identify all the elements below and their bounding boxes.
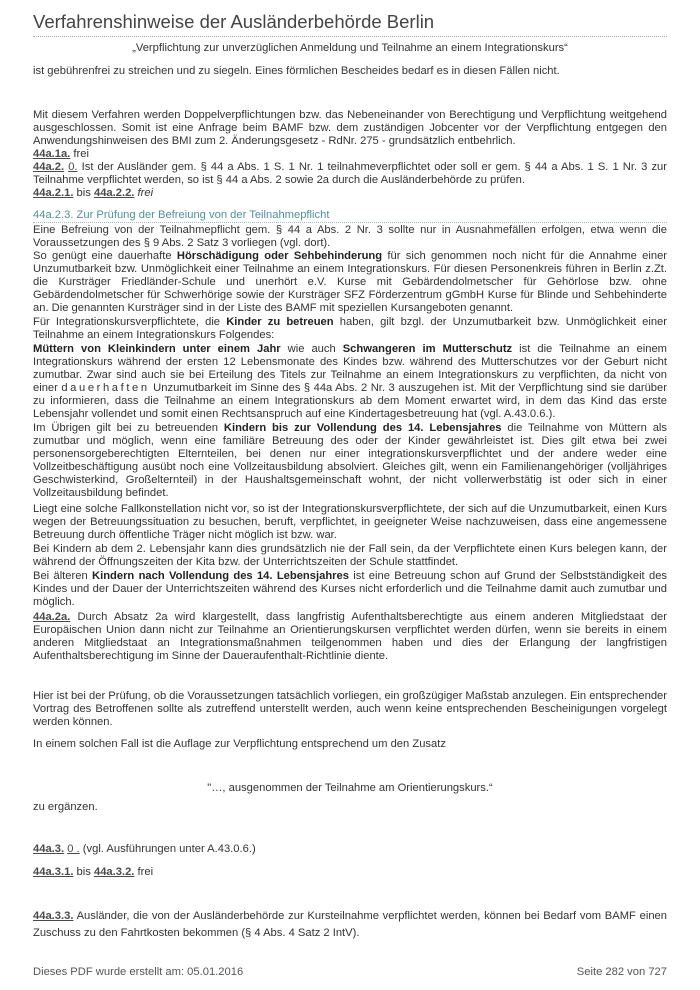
paragraph-kinder-14: Im Übrigen gilt bei zu betreuenden Kindern bis zur Vollendung des 14. Lebensjahres die Teilnahme von Müttern als zumutbar und möglich, wenn eine familiäre Betreuung des oder der Kinder gewährleistet ist. Dies gilt etwa bei zwei personensorgeberechtigten Elternteilen, bei denen nur einer integrationskursverpflichtet und der andere weder eine Vollzeitbeschäftigung ausübt noch eine Vollzeitausbildung absolviert. Gleiches gilt, wenn ein Familienangehöriger (volljähriges Geschwisterkind, Großelternteil) in der Haushaltsgemeinschaft wohnt, der nicht vollerwerbstätig ist oder sich in einer Vollzeitausbildung befindet. [33,422,668,500]
section-44a-2: 44a.2. 0. Ist der Ausländer gem. § 44 a Abs. 1 S. 1 Nr. 1 teilnahmeverpflichtet oder soll er gem. § 44 a Abs. 1 S. 1 Nr. 3 zur Teilnahme verpflichtet werden, so ist § 44 a Abs. 2 sowie 2a durch die Ausländerbehörde zu prüfen. [33,161,667,187]
section-44a-3-3: 44a.3.3. Ausländer, die von der Ausländerbehörde zur Kursteilnahme verpflichtet werden, können bei Bedarf vom BAMF einen Zuschuss zu den Fahrtkosten bekommen (§ 4 Abs. 4 Satz 2 IntV). [33,910,667,939]
section-44a-3-1: 44a.3.1. bis 44a.3.2. frei [33,866,154,878]
section-ref[interactable]: 44a.3. [33,843,65,855]
section-44a-2-1: 44a.2.1. bis 44a.2.2. frei [33,187,154,199]
section-ref[interactable]: 44a.2.1. [33,187,74,199]
paragraph-kinder-nach-14: Bei älteren Kindern nach Vollendung des 14. Lebensjahres ist eine Betreuung schon auf Grund der Selbstständigkeit des Kindes und der Dauer der Unterrichtszeiten während des Kurses nicht erforderlich und die Teilnahme damit auch zumutbar und möglich. [33,570,668,609]
paragraph-auflage: In einem solchen Fall ist die Auflage zur Verpflichtung entsprechend um den Zusatz [33,738,446,750]
section-ref[interactable]: 44a.3.1. [33,866,74,878]
paragraph-kinder-betreuen: Für Integrationskursverpflichtete, die Kinder zu betreuen haben, gilt bzgl. der Unzumutbarkeit bzw. Unmöglichkeit einer Teilnahme an einem Integrationskurs Folgendes: [33,316,667,342]
section-ref[interactable]: 44a.2. [33,161,65,173]
subheading-befreiung: 44a.2.3. Zur Prüfung der Befreiung von der Teilnahmepflicht [33,209,330,221]
section-44a-1a: 44a.1a. frei [33,148,89,160]
section-ref[interactable]: 44a.3.3. [33,910,74,922]
paragraph-ergaenzen: zu ergänzen. [33,801,98,813]
paragraph-hoerschaedigung: So genügt eine dauerhafte Hörschädigung oder Sehbehinderung für sich genommen noch nicht für die Annahme einer Unzumutbarkeit bzw. Unmöglichkeit einer Teilnahme an einem Integrationskurs. Für diesen Personenkreis führen in Berlin z.Zt. die Kursträger Friedländer-Schule und unerhört e.V. Kurse mit Gebärdendolmetscher für Gehörlose bzw. ohne Gebärdendolmetscher für Schwerhörige sowie der Kursträger SFZ Förderzentrum gGmbH Kurse für Blinde und Sehbehinderte an. Die genannten Kursträger sind in der Liste des BAMF mit speziellen Kursangeboten genannt. [33,250,668,315]
page-title: Verfahrenshinweise der Ausländerbehörde Berlin [33,11,435,32]
section-ref-sub[interactable]: 0. [68,161,78,173]
paragraph-kinder-2: Bei Kindern ab dem 2. Lebensjahr kann dies grundsätzlich nie der Fall sein, da der Verpflichtete einen Kurs belegen kann, der während der Öffnungszeiten der Kita bzw. der Unterrichtszeiten der Schule stattfindet. [33,543,667,569]
section-44a-2a: 44a.2a. Durch Absatz 2a wird klargestellt, dass langfristig Aufenthaltsberechtigte aus einem anderen Mitgliedstaat der Europäischen Union dann nicht zur Teilnahme an Orientierungskursen verpflichtet werden dürfen, wenn sie bereits in einem anderen Mitgliedstaat an Integrationsmaßnahmen teilgenommen haben und dies der Erlangung der langfristigen Aufenthaltsberechtigung im Sinne der Daueraufenthalt-Richtlinie diente. [33,611,667,663]
footer-created-date: Dieses PDF wurde erstellt am: 05.01.2016 [33,966,244,978]
paragraph-fallkonstellation: Liegt eine solche Fallkonstellation nicht vor, so ist der Integrationskursverpflichtete, der sich auf die Unzumutbarkeit, einen Kurs wegen der Betreuungssituation zu besuchen, beruft, verpflichtet, in geeigneter Weise nachzuweisen, dass eine angemessene Betreuung durch öffentliche Träger nicht möglich ist bzw. war. [33,503,667,542]
paragraph-muettern: Müttern von Kleinkindern unter einem Jahr wie auch Schwangeren im Mutterschutz ist die Teilnahme an einem Integrationskurs während der ersten 12 Lebensmonate des Kindes bzw. während des Mutterschutzes vor der Geburt nicht zumutbar. Zwar sind auch sie bei Erteilung des Titels zur Teilnahme an einem Integrationskurs zu verpflichten, da nicht von einer dauerhaften Unzumutbarkeit im Sinne des § 44a Abs. 2 Nr. 3 auszugehen ist. Mit der Verpflichtung sind sie darüber zu informieren, dass die Teilnahme an einem Integrationskurs ab dem Moment erwartet wird, in dem das Kind das erste Lebensjahr vollendet und somit einen Rechtsanspruch auf eine Kindertagesbetreuung hat (vgl. A.43.0.6.). [33,343,667,421]
section-ref[interactable]: 44a.2.2. [93,187,135,199]
section-ref-sub[interactable]: 0 . [67,843,80,855]
section-44a-3: 44a.3. 0 . (vgl. Ausführungen unter A.43.0.6.) [33,843,256,855]
zusatz-quote: "…, ausgenommen der Teilnahme am Orientierungskurs.“ [207,782,493,794]
subheading-divider [33,222,667,223]
title-divider [33,36,667,37]
footer-page-number: Seite 282 von 727 [576,966,667,978]
paragraph-doppelverpflichtungen: Mit diesem Verfahren werden Doppelverpflichtungen bzw. das Nebeneinander von Berechtigung und Verpflichtung weitgehend ausgeschlossen. Somit ist eine Anfrage beim BAMF bzw. dem zuständigen Jobcenter vor der Verpflichtung entgegen den Anwendungshinweisen des BMI zum 2. Änderungsgesetz - RdNr. 275 - grundsätzlich entbehrlich. [33,109,667,148]
paragraph-pruefung: Hier ist bei der Prüfung, ob die Voraussetzungen tatsächlich vorliegen, ein großzügiger Maßstab anzulegen. Ein entsprechender Vortrag des Betroffenen sollte als zutreffend unterstellt werden, auch wenn keine entsprechenden Bescheinigungen vorgelegt werden können. [33,690,667,729]
intro-line: ist gebührenfrei zu streichen und zu siegeln. Eines förmlichen Bescheides bedarf es in diesen Fällen nicht. [33,65,560,77]
intro-quote: „Verpflichtung zur unverzüglichen Anmeldung und Teilnahme an einem Integrationskurs“ [132,42,568,54]
section-ref[interactable]: 44a.1a. [33,148,71,160]
paragraph-befreiung: Eine Befreiung von der Teilnahmepflicht gem. § 44 a Abs. 2 Nr. 3 sollte nur in Ausnahmefällen erfolgen, etwa wenn die Voraussetzungen des § 9 Abs. 2 Satz 3 vorliegen (vgl. dort). [33,224,667,250]
section-ref[interactable]: 44a.2a. [33,611,71,623]
section-ref[interactable]: 44a.3.2. [93,866,135,878]
